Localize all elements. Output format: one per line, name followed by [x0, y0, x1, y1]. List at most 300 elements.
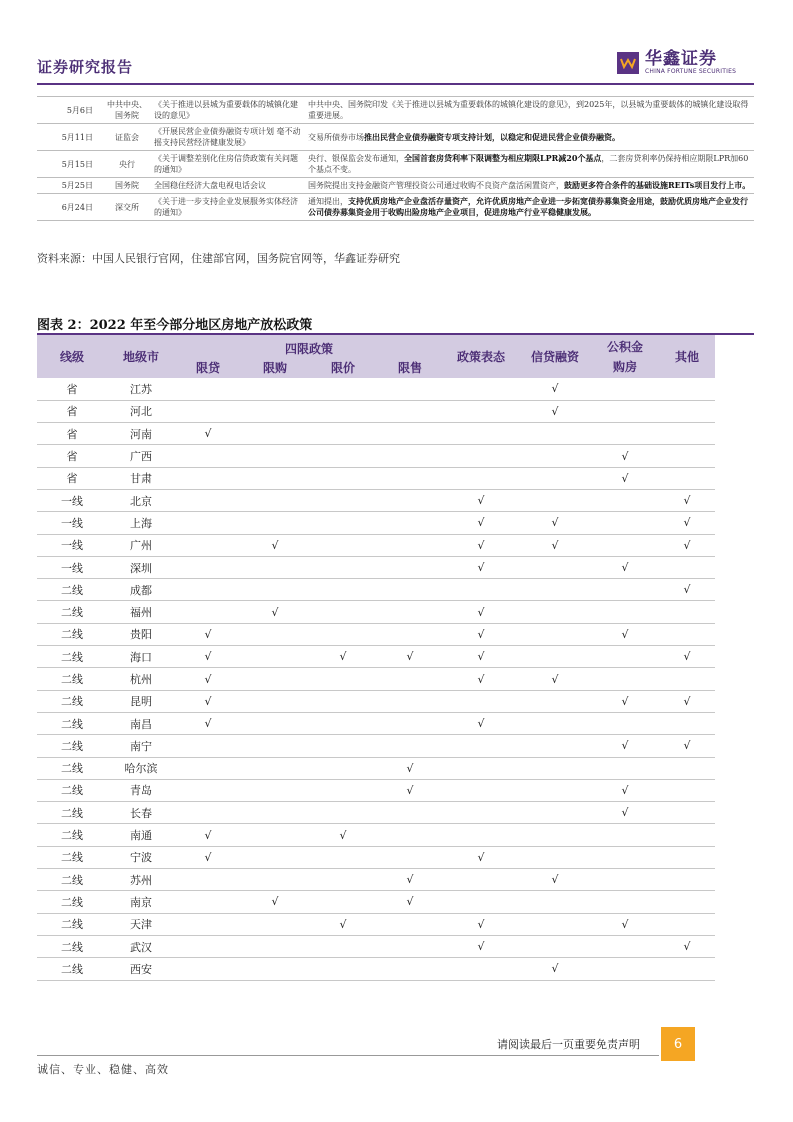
empty-cell [659, 779, 715, 801]
check-mark-icon: √ [591, 735, 659, 757]
check-mark-icon: √ [519, 668, 591, 690]
company-name-cn: 华鑫证券 [645, 49, 717, 69]
policy-content-emphasis: 全国首套房贷利率下限调整为相应期限LPR减20个基点 [404, 153, 602, 163]
empty-cell [443, 891, 519, 913]
col-header-four-limits: 四限政策 [175, 335, 443, 357]
check-mark-icon: √ [443, 846, 519, 868]
empty-cell [519, 824, 591, 846]
check-mark-icon: √ [443, 913, 519, 935]
empty-cell [377, 378, 443, 400]
empty-cell [659, 824, 715, 846]
empty-cell [309, 400, 377, 422]
check-mark-icon: √ [443, 646, 519, 668]
empty-cell [519, 846, 591, 868]
empty-cell [443, 378, 519, 400]
empty-cell [377, 400, 443, 422]
empty-cell [377, 467, 443, 489]
empty-cell [519, 735, 591, 757]
chart-title: 图表 2：2022 年至今部分地区房地产放松政策 [37, 318, 313, 333]
empty-cell [241, 779, 309, 801]
col-header-loan-limit: 限贷 [175, 357, 241, 378]
relax-policy-table [37, 335, 715, 981]
table-row [37, 757, 715, 779]
check-mark-icon: √ [377, 891, 443, 913]
policy-date: 6月24日 [37, 194, 103, 221]
tier-cell: 省 [37, 423, 107, 445]
check-mark-icon: √ [519, 958, 591, 980]
empty-cell [241, 712, 309, 734]
empty-cell [309, 757, 377, 779]
source-note: 资料来源：中国人民银行官网，住建部官网，国务院官网等，华鑫证券研究 [37, 252, 400, 265]
empty-cell [309, 534, 377, 556]
policy-content-text: 通知提出， [308, 197, 348, 206]
empty-cell [591, 512, 659, 534]
empty-cell [443, 579, 519, 601]
empty-cell [519, 646, 591, 668]
col-header-purchase-limit: 限购 [241, 357, 309, 378]
col-header-policy-stance: 政策表态 [443, 335, 519, 378]
empty-cell [591, 534, 659, 556]
empty-cell [241, 646, 309, 668]
empty-cell [659, 869, 715, 891]
empty-cell [519, 623, 591, 645]
check-mark-icon: √ [377, 779, 443, 801]
empty-cell [241, 869, 309, 891]
policy-content-text: 央行、银保监会发布通知， [308, 154, 404, 163]
empty-cell [377, 913, 443, 935]
empty-cell [659, 556, 715, 578]
empty-cell [175, 802, 241, 824]
city-cell: 南通 [107, 824, 175, 846]
table-row [37, 668, 715, 690]
empty-cell [519, 913, 591, 935]
empty-cell [241, 467, 309, 489]
tier-cell: 省 [37, 400, 107, 422]
table-row [37, 400, 715, 422]
policy-content [305, 178, 754, 194]
policy-issuer: 国务院 [103, 178, 151, 194]
empty-cell [241, 757, 309, 779]
report-type-label: 证券研究报告 [37, 58, 134, 76]
table-row [37, 935, 715, 957]
company-logo [617, 50, 736, 75]
empty-cell [519, 935, 591, 957]
table-row [37, 646, 715, 668]
empty-cell [443, 824, 519, 846]
empty-cell [175, 869, 241, 891]
table-row [37, 891, 715, 913]
city-cell: 河北 [107, 400, 175, 422]
check-mark-icon: √ [309, 824, 377, 846]
empty-cell [443, 400, 519, 422]
empty-cell [519, 467, 591, 489]
policy-issuer: 证监会 [103, 124, 151, 151]
empty-cell [659, 601, 715, 623]
table-row [37, 489, 715, 511]
empty-cell [659, 467, 715, 489]
empty-cell [175, 579, 241, 601]
empty-cell [659, 802, 715, 824]
empty-cell [519, 802, 591, 824]
empty-cell [309, 378, 377, 400]
tier-cell: 省 [37, 445, 107, 467]
footer-divider [37, 1055, 659, 1056]
policy-document: 《开展民营企业债券融资专项计划 毫不动摇支持民营经济健康发展》 [151, 124, 305, 151]
empty-cell [175, 735, 241, 757]
empty-cell [443, 869, 519, 891]
check-mark-icon: √ [443, 534, 519, 556]
tier-cell: 一线 [37, 534, 107, 556]
empty-cell [309, 445, 377, 467]
empty-cell [175, 779, 241, 801]
policy-content-emphasis: 鼓励更多符合条件的基础设施REITs项目发行上市。 [564, 180, 751, 190]
empty-cell [443, 735, 519, 757]
empty-cell [309, 623, 377, 645]
empty-cell [377, 489, 443, 511]
empty-cell [241, 512, 309, 534]
empty-cell [241, 958, 309, 980]
city-cell: 福州 [107, 601, 175, 623]
city-cell: 苏州 [107, 869, 175, 891]
tier-cell: 二线 [37, 579, 107, 601]
policy-row [37, 124, 754, 151]
empty-cell [241, 690, 309, 712]
empty-cell [519, 779, 591, 801]
disclaimer-note: 请阅读最后一页重要免责声明 [497, 1038, 640, 1051]
empty-cell [443, 779, 519, 801]
empty-cell [309, 958, 377, 980]
policy-content-emphasis: 支持优质房地产企业盘活存量资产，允许优质房地产企业进一步拓宽债券募集资金用途，鼓励优质房地产企业发行公司债券募集资金用于收购出险房地产企业项目，促进房地产行业平稳健康发展。 [308, 196, 748, 217]
empty-cell [241, 735, 309, 757]
table-row [37, 534, 715, 556]
empty-cell [175, 534, 241, 556]
check-mark-icon: √ [659, 489, 715, 511]
empty-cell [309, 891, 377, 913]
tier-cell: 一线 [37, 556, 107, 578]
tier-cell: 二线 [37, 958, 107, 980]
tier-cell: 二线 [37, 735, 107, 757]
empty-cell [591, 824, 659, 846]
check-mark-icon: √ [659, 690, 715, 712]
empty-cell [309, 512, 377, 534]
empty-cell [377, 824, 443, 846]
policy-document: 全国稳住经济大盘电视电话会议 [151, 178, 305, 194]
city-cell: 昆明 [107, 690, 175, 712]
empty-cell [175, 601, 241, 623]
city-cell: 西安 [107, 958, 175, 980]
tier-cell: 二线 [37, 891, 107, 913]
policy-content-emphasis: 推出民营企业债券融资专项支持计划，以稳定和促进民营企业债券融资。 [364, 131, 620, 142]
city-cell: 天津 [107, 913, 175, 935]
city-cell: 成都 [107, 579, 175, 601]
empty-cell [519, 601, 591, 623]
check-mark-icon: √ [175, 668, 241, 690]
policy-date: 5月25日 [37, 178, 103, 194]
check-mark-icon: √ [443, 601, 519, 623]
empty-cell [659, 913, 715, 935]
city-cell: 南昌 [107, 712, 175, 734]
table-row [37, 579, 715, 601]
check-mark-icon: √ [309, 646, 377, 668]
empty-cell [241, 378, 309, 400]
check-mark-icon: √ [659, 646, 715, 668]
table-row [37, 556, 715, 578]
check-mark-icon: √ [519, 512, 591, 534]
empty-cell [175, 757, 241, 779]
empty-cell [377, 846, 443, 868]
empty-cell [659, 400, 715, 422]
city-cell: 长春 [107, 802, 175, 824]
empty-cell [591, 423, 659, 445]
empty-cell [591, 646, 659, 668]
empty-cell [309, 467, 377, 489]
policy-date: 5月11日 [37, 124, 103, 151]
tier-cell: 省 [37, 467, 107, 489]
empty-cell [377, 534, 443, 556]
table-row [37, 601, 715, 623]
check-mark-icon: √ [377, 646, 443, 668]
tier-cell: 二线 [37, 690, 107, 712]
empty-cell [241, 824, 309, 846]
empty-cell [591, 601, 659, 623]
table-row [37, 802, 715, 824]
empty-cell [443, 467, 519, 489]
city-cell: 上海 [107, 512, 175, 534]
policy-document: 《关于调整差别化住房信贷政策有关问题的通知》 [151, 151, 305, 178]
empty-cell [377, 712, 443, 734]
page-number: 6 [661, 1027, 695, 1061]
empty-cell [175, 958, 241, 980]
policy-content [305, 151, 754, 178]
check-mark-icon: √ [659, 512, 715, 534]
empty-cell [591, 378, 659, 400]
table-row [37, 779, 715, 801]
empty-cell [519, 556, 591, 578]
check-mark-icon: √ [591, 802, 659, 824]
policy-row [37, 178, 754, 194]
city-cell: 甘肃 [107, 467, 175, 489]
col-header-other: 其他 [659, 335, 715, 378]
empty-cell [443, 757, 519, 779]
policy-date: 5月15日 [37, 151, 103, 178]
table-row [37, 512, 715, 534]
empty-cell [377, 579, 443, 601]
empty-cell [659, 445, 715, 467]
empty-cell [377, 445, 443, 467]
empty-cell [309, 690, 377, 712]
table-row [37, 712, 715, 734]
table-row [37, 913, 715, 935]
check-mark-icon: √ [591, 467, 659, 489]
empty-cell [175, 489, 241, 511]
col-header-price-limit: 限价 [309, 357, 377, 378]
empty-cell [309, 869, 377, 891]
city-cell: 南京 [107, 891, 175, 913]
tier-cell: 二线 [37, 779, 107, 801]
empty-cell [241, 668, 309, 690]
empty-cell [377, 601, 443, 623]
empty-cell [659, 712, 715, 734]
check-mark-icon: √ [443, 512, 519, 534]
empty-cell [377, 802, 443, 824]
empty-cell [659, 623, 715, 645]
tier-cell: 一线 [37, 512, 107, 534]
policy-table [37, 96, 754, 221]
tier-cell: 二线 [37, 935, 107, 957]
city-cell: 武汉 [107, 935, 175, 957]
empty-cell [377, 935, 443, 957]
empty-cell [519, 712, 591, 734]
header-divider [37, 83, 754, 85]
tier-cell: 二线 [37, 712, 107, 734]
empty-cell [659, 958, 715, 980]
check-mark-icon: √ [175, 623, 241, 645]
check-mark-icon: √ [443, 623, 519, 645]
check-mark-icon: √ [519, 534, 591, 556]
table-row [37, 467, 715, 489]
policy-content [305, 97, 754, 124]
col-header-tier: 线级 [37, 335, 107, 378]
policy-row [37, 97, 754, 124]
empty-cell [175, 445, 241, 467]
empty-cell [309, 423, 377, 445]
tier-cell: 二线 [37, 869, 107, 891]
policy-issuer: 央行 [103, 151, 151, 178]
policy-content [305, 124, 754, 151]
table-row [37, 735, 715, 757]
city-cell: 深圳 [107, 556, 175, 578]
empty-cell [377, 735, 443, 757]
empty-cell [519, 891, 591, 913]
check-mark-icon: √ [241, 891, 309, 913]
empty-cell [309, 779, 377, 801]
empty-cell [309, 802, 377, 824]
tier-cell: 二线 [37, 668, 107, 690]
check-mark-icon: √ [591, 690, 659, 712]
city-cell: 广西 [107, 445, 175, 467]
empty-cell [309, 489, 377, 511]
empty-cell [519, 489, 591, 511]
check-mark-icon: √ [591, 556, 659, 578]
check-mark-icon: √ [591, 913, 659, 935]
policy-content [305, 194, 754, 221]
check-mark-icon: √ [377, 757, 443, 779]
city-cell: 北京 [107, 489, 175, 511]
check-mark-icon: √ [175, 846, 241, 868]
tier-cell: 二线 [37, 824, 107, 846]
empty-cell [309, 935, 377, 957]
table-row [37, 690, 715, 712]
empty-cell [377, 668, 443, 690]
empty-cell [377, 690, 443, 712]
empty-cell [175, 891, 241, 913]
empty-cell [309, 668, 377, 690]
policy-document: 《关于进一步支持企业发展服务实体经济的通知》 [151, 194, 305, 221]
check-mark-icon: √ [591, 445, 659, 467]
check-mark-icon: √ [175, 423, 241, 445]
empty-cell [309, 556, 377, 578]
table-row [37, 869, 715, 891]
check-mark-icon: √ [591, 779, 659, 801]
empty-cell [519, 757, 591, 779]
city-cell: 南宁 [107, 735, 175, 757]
city-cell: 河南 [107, 423, 175, 445]
empty-cell [241, 846, 309, 868]
check-mark-icon: √ [659, 534, 715, 556]
check-mark-icon: √ [309, 913, 377, 935]
empty-cell [519, 690, 591, 712]
empty-cell [377, 958, 443, 980]
city-cell: 哈尔滨 [107, 757, 175, 779]
policy-document: 《关于推进以县城为重要载体的城镇化建设的意见》 [151, 97, 305, 124]
col-header-city: 地级市 [107, 335, 175, 378]
empty-cell [659, 668, 715, 690]
table-row [37, 846, 715, 868]
empty-cell [591, 869, 659, 891]
empty-cell [591, 846, 659, 868]
empty-cell [519, 445, 591, 467]
empty-cell [519, 579, 591, 601]
empty-cell [659, 757, 715, 779]
empty-cell [241, 935, 309, 957]
city-cell: 广州 [107, 534, 175, 556]
empty-cell [591, 400, 659, 422]
policy-content-text: 交易所债券市场 [308, 132, 364, 142]
empty-cell [591, 489, 659, 511]
check-mark-icon: √ [241, 534, 309, 556]
table-row [37, 824, 715, 846]
empty-cell [175, 467, 241, 489]
check-mark-icon: √ [659, 735, 715, 757]
col-header-sale-limit: 限售 [377, 357, 443, 378]
empty-cell [591, 935, 659, 957]
company-name-en: CHINA FORTUNE SECURITIES [645, 68, 737, 75]
empty-cell [591, 579, 659, 601]
empty-cell [591, 668, 659, 690]
policy-issuer: 中共中央、国务院 [103, 97, 151, 124]
check-mark-icon: √ [443, 712, 519, 734]
tier-cell: 二线 [37, 846, 107, 868]
empty-cell [309, 846, 377, 868]
table-row [37, 423, 715, 445]
table-row [37, 445, 715, 467]
empty-cell [591, 757, 659, 779]
table-row [37, 378, 715, 400]
empty-cell [241, 400, 309, 422]
empty-cell [377, 623, 443, 645]
empty-cell [659, 891, 715, 913]
city-cell: 贵阳 [107, 623, 175, 645]
empty-cell [591, 891, 659, 913]
check-mark-icon: √ [519, 869, 591, 891]
policy-row [37, 151, 754, 178]
policy-content-text: ，二套房贷利率仍保持相应期限LPR加60个基点不变。 [308, 154, 749, 174]
check-mark-icon: √ [591, 623, 659, 645]
empty-cell [443, 423, 519, 445]
empty-cell [443, 958, 519, 980]
policy-issuer: 深交所 [103, 194, 151, 221]
policy-row [37, 194, 754, 221]
check-mark-icon: √ [443, 489, 519, 511]
check-mark-icon: √ [519, 400, 591, 422]
col-header-credit: 信贷融资 [519, 335, 591, 378]
city-cell: 青岛 [107, 779, 175, 801]
check-mark-icon: √ [241, 601, 309, 623]
empty-cell [175, 400, 241, 422]
check-mark-icon: √ [443, 935, 519, 957]
empty-cell [377, 423, 443, 445]
empty-cell [241, 445, 309, 467]
